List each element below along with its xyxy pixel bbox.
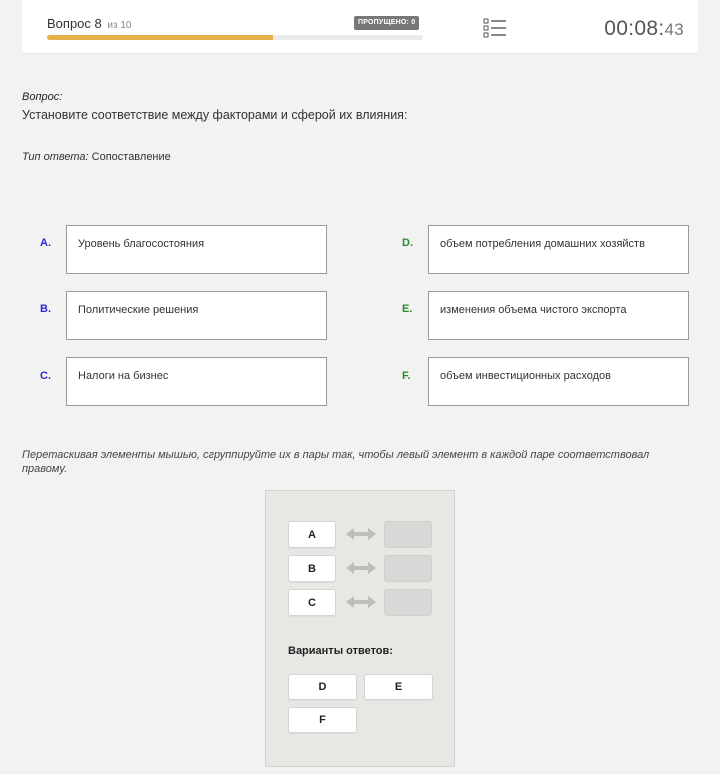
- skipped-badge: ПРОПУЩЕНО: 0: [354, 16, 419, 30]
- item-box-e: изменения объема чистого экспорта: [428, 291, 689, 340]
- double-arrow-icon: [346, 527, 376, 541]
- item-letter-c: C.: [40, 370, 51, 382]
- question-counter: [47, 16, 131, 31]
- timer: [604, 17, 684, 41]
- question-total: из 10: [107, 20, 132, 31]
- timer-seconds: 43: [664, 20, 684, 39]
- item-box-a: Уровень благосостояния: [66, 225, 327, 274]
- pair-left-a[interactable]: A: [288, 521, 336, 548]
- item-letter-f: F.: [402, 370, 411, 382]
- question-number: Вопрос 8: [47, 16, 102, 31]
- option-f[interactable]: F: [288, 707, 357, 733]
- variants-title: Варианты ответов:: [288, 645, 393, 657]
- timer-main: 00:08:: [604, 17, 665, 40]
- item-letter-e: E.: [402, 303, 413, 315]
- answer-type-value: Сопоставление: [91, 151, 171, 163]
- answer-type: [22, 151, 171, 163]
- drop-slot-a[interactable]: [384, 521, 432, 548]
- item-box-b: Политические решения: [66, 291, 327, 340]
- list-icon[interactable]: [483, 17, 507, 39]
- instruction-text: Перетаскивая элементы мышью, сгруппируйте их в пары так, чтобы левый элемент в каждой паре соответствовал правому.: [22, 449, 650, 475]
- pair-left-c[interactable]: C: [288, 589, 336, 616]
- top-bar: [22, 0, 698, 54]
- progress-bar: [47, 35, 423, 40]
- item-letter-b: B.: [40, 303, 51, 315]
- drop-slot-c[interactable]: [384, 589, 432, 616]
- item-box-d: объем потребления домашних хозяйств: [428, 225, 689, 274]
- item-letter-a: A.: [40, 237, 51, 249]
- drag-drop-panel: [265, 490, 455, 767]
- option-d[interactable]: D: [288, 674, 357, 700]
- item-letter-d: D.: [402, 237, 413, 249]
- item-box-f: объем инвестиционных расходов: [428, 357, 689, 406]
- question-label: Вопрос:: [22, 91, 63, 103]
- double-arrow-icon: [346, 561, 376, 575]
- drop-slot-b[interactable]: [384, 555, 432, 582]
- question-text: Установите соответствие между факторами и сферой их влияния:: [22, 108, 408, 122]
- pair-left-b[interactable]: B: [288, 555, 336, 582]
- item-box-c: Налоги на бизнес: [66, 357, 327, 406]
- double-arrow-icon: [346, 595, 376, 609]
- option-e[interactable]: E: [364, 674, 433, 700]
- progress-fill: [47, 35, 273, 40]
- answer-type-label: Тип ответа:: [22, 151, 89, 163]
